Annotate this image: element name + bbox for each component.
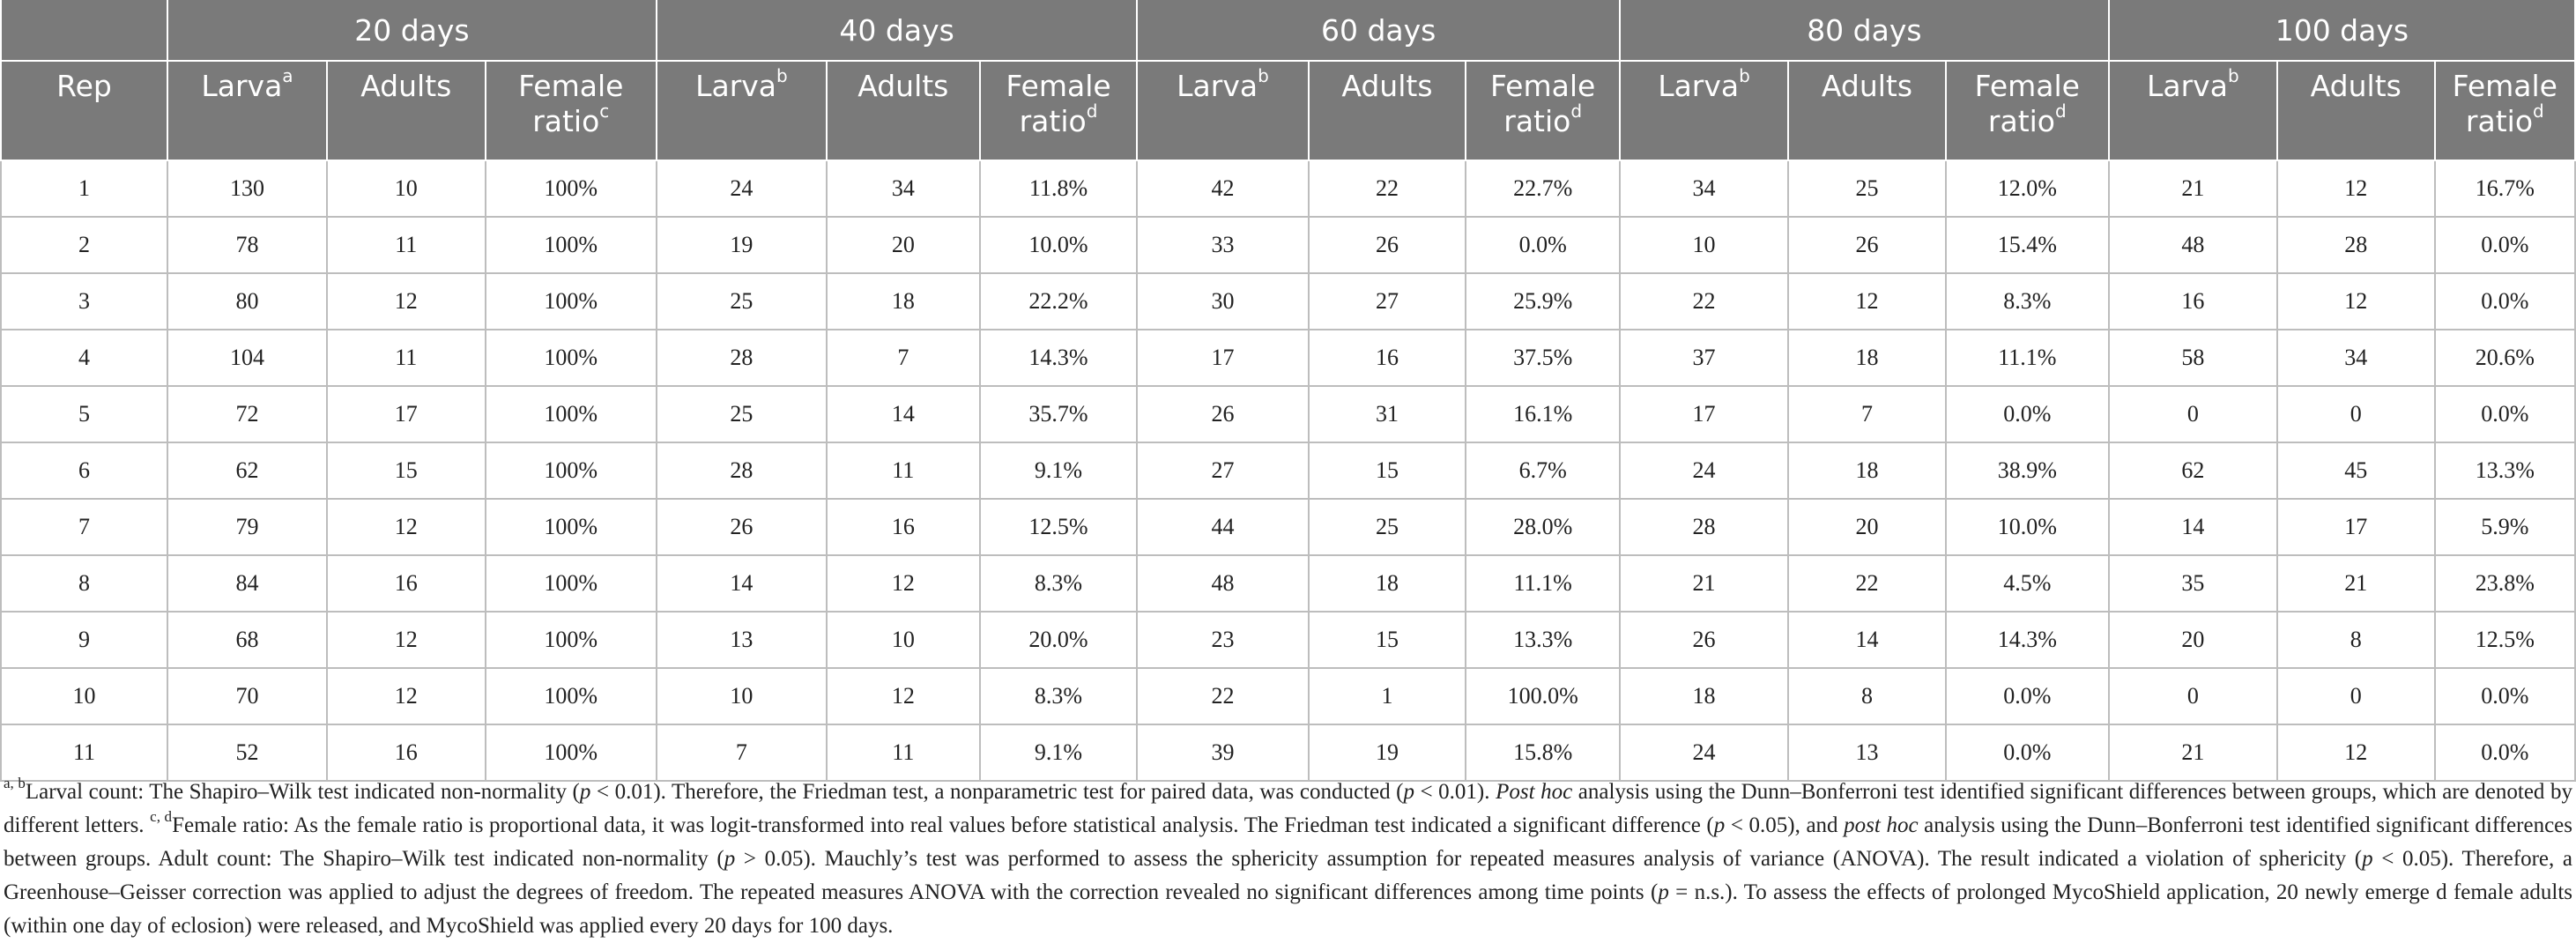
table-cell: 100%	[486, 386, 657, 442]
table-cell: 27	[1309, 273, 1466, 330]
table-cell: 78	[167, 217, 327, 273]
table-cell: 20.0%	[980, 612, 1138, 668]
table-cell: 25	[657, 273, 827, 330]
table-cell: 70	[167, 668, 327, 724]
rep-cell: 9	[1, 612, 167, 668]
table-cell: 16.7%	[2435, 160, 2575, 217]
rep-cell: 6	[1, 442, 167, 499]
table-cell: 16	[327, 724, 486, 781]
table-row	[1, 555, 2575, 612]
rep-cell: 7	[1, 499, 167, 555]
header-adults-20: Adults	[327, 61, 486, 160]
rep-cell: 8	[1, 555, 167, 612]
header-ratio-label: ratio	[2465, 104, 2534, 138]
table-cell: 15	[1309, 612, 1466, 668]
table-cell: 18	[1620, 668, 1788, 724]
header-ratio-label: ratio	[1987, 104, 2055, 138]
table-cell: 100%	[486, 555, 657, 612]
header-adults-40: Adults	[827, 61, 980, 160]
table-cell: 0.0%	[2435, 273, 2575, 330]
table-cell: 26	[1309, 217, 1466, 273]
table-cell: 12	[327, 668, 486, 724]
footnote-post-hoc-2: post hoc	[1844, 813, 1919, 837]
table-cell: 10	[1620, 217, 1788, 273]
table-cell: 39	[1137, 724, 1308, 781]
table-cell: 100%	[486, 668, 657, 724]
table-footnote	[4, 776, 2572, 943]
table-cell: 100%	[486, 217, 657, 273]
table-row	[1, 273, 2575, 330]
table-cell: 20	[2109, 612, 2277, 668]
header-female-sup: d	[1570, 100, 1583, 122]
table-cell: 18	[1788, 330, 1946, 386]
footnote-female-6: = n.s.). To assess the effects of prolonged MycoShield application, 20 newly emerge d female adults (within one day of eclosion) were released, and MycoShield was applied every 20 days for 100 days.	[4, 880, 2572, 938]
header-larva-60	[1137, 61, 1308, 160]
footnote-female-2: < 0.05), and	[1725, 813, 1845, 837]
table-cell: 16	[827, 499, 980, 555]
table-cell: 100%	[486, 330, 657, 386]
table-cell: 22	[1788, 555, 1946, 612]
table-cell: 9.1%	[980, 442, 1138, 499]
table-cell: 62	[2109, 442, 2277, 499]
table-cell: 13	[657, 612, 827, 668]
header-larva-sup: b	[1739, 65, 1750, 86]
header-adults-80: Adults	[1788, 61, 1946, 160]
rep-cell: 1	[1, 160, 167, 217]
table-cell: 5.9%	[2435, 499, 2575, 555]
table-row	[1, 330, 2575, 386]
table-cell: 58	[2109, 330, 2277, 386]
table-cell: 28	[1620, 499, 1788, 555]
footnote-larval-1: Larval count: The Shapiro–Wilk test indicated non-normality (	[25, 780, 580, 804]
header-larva-100	[2109, 61, 2277, 160]
table-cell: 13.3%	[1466, 612, 1620, 668]
table-cell: 7	[1788, 386, 1946, 442]
table-cell: 25	[1788, 160, 1946, 217]
header-group-80: 80 days	[1620, 0, 2109, 61]
header-female-sup: d	[1086, 100, 1098, 122]
table-cell: 26	[1620, 612, 1788, 668]
table-cell: 9.1%	[980, 724, 1138, 781]
table-cell: 28	[657, 330, 827, 386]
header-female-sup: c	[599, 100, 610, 122]
table-row	[1, 386, 2575, 442]
table-cell: 0	[2277, 668, 2435, 724]
table-cell: 15.8%	[1466, 724, 1620, 781]
table-cell: 11.1%	[1466, 555, 1620, 612]
table-cell: 7	[657, 724, 827, 781]
table-cell: 1	[1309, 668, 1466, 724]
table-row	[1, 668, 2575, 724]
table-cell: 12	[327, 499, 486, 555]
table-cell: 38.9%	[1946, 442, 2109, 499]
table-row	[1, 499, 2575, 555]
table-cell: 25	[657, 386, 827, 442]
header-column-row	[1, 61, 2575, 160]
table-cell: 100.0%	[1466, 668, 1620, 724]
table-cell: 16	[327, 555, 486, 612]
header-larva-sup: b	[2227, 65, 2239, 86]
table-cell: 12	[327, 612, 486, 668]
table-cell: 19	[1309, 724, 1466, 781]
table-cell: 21	[2109, 160, 2277, 217]
table-cell: 21	[2109, 724, 2277, 781]
table-cell: 10	[327, 160, 486, 217]
header-female-sup: d	[2055, 100, 2067, 122]
table-cell: 26	[1788, 217, 1946, 273]
table-cell: 0.0%	[1946, 386, 2109, 442]
header-larva-sup: b	[776, 65, 788, 86]
table-row	[1, 612, 2575, 668]
table-cell: 22	[1137, 668, 1308, 724]
table-cell: 35	[2109, 555, 2277, 612]
table-cell: 22	[1309, 160, 1466, 217]
table-cell: 0.0%	[1466, 217, 1620, 273]
table-cell: 24	[1620, 442, 1788, 499]
header-larva-label: Larva	[695, 69, 777, 103]
table-cell: 22	[1620, 273, 1788, 330]
header-larva-sup: b	[1258, 65, 1269, 86]
table-cell: 16	[1309, 330, 1466, 386]
header-larva-label: Larva	[1177, 69, 1258, 103]
table-cell: 12	[827, 668, 980, 724]
table-cell: 26	[657, 499, 827, 555]
table-cell: 79	[167, 499, 327, 555]
header-female-ratio-80	[1946, 61, 2109, 160]
table-cell: 0.0%	[1946, 724, 2109, 781]
table-cell: 0	[2109, 668, 2277, 724]
footnote-post-hoc-1: Post hoc	[1496, 780, 1573, 804]
rep-cell: 3	[1, 273, 167, 330]
table-cell: 13	[1788, 724, 1946, 781]
header-female-label: Female	[1489, 69, 1596, 103]
table-cell: 25.9%	[1466, 273, 1620, 330]
table-cell: 17	[327, 386, 486, 442]
header-female-label: Female	[518, 69, 624, 103]
rep-cell: 11	[1, 724, 167, 781]
table-cell: 34	[1620, 160, 1788, 217]
table-cell: 37.5%	[1466, 330, 1620, 386]
header-group-60: 60 days	[1137, 0, 1620, 61]
footnote-larval-4: analysis using the Dunn–Bonferroni test identified significant differences between groups, which are denoted by different letters.	[4, 780, 2572, 837]
table-cell: 100%	[486, 273, 657, 330]
table-cell: 45	[2277, 442, 2435, 499]
table-cell: 11	[827, 442, 980, 499]
table-cell: 6.7%	[1466, 442, 1620, 499]
table-cell: 0.0%	[2435, 217, 2575, 273]
header-larva-label: Larva	[2147, 69, 2228, 103]
table-cell: 16	[2109, 273, 2277, 330]
table-cell: 24	[1620, 724, 1788, 781]
table-cell: 12	[2277, 273, 2435, 330]
table-cell: 25	[1309, 499, 1466, 555]
table-cell: 0	[2109, 386, 2277, 442]
table-cell: 11	[827, 724, 980, 781]
table-cell: 35.7%	[980, 386, 1138, 442]
table-cell: 8	[1788, 668, 1946, 724]
table-cell: 15	[327, 442, 486, 499]
table-cell: 12	[827, 555, 980, 612]
table-cell: 48	[2109, 217, 2277, 273]
rep-cell: 10	[1, 668, 167, 724]
table-cell: 100%	[486, 442, 657, 499]
table-cell: 8.3%	[980, 668, 1138, 724]
table-cell: 22.7%	[1466, 160, 1620, 217]
header-larva-20	[167, 61, 327, 160]
table-row	[1, 442, 2575, 499]
table-cell: 44	[1137, 499, 1308, 555]
table-cell: 12	[327, 273, 486, 330]
table-cell: 20.6%	[2435, 330, 2575, 386]
header-larva-sup: a	[282, 65, 293, 86]
footnote-p-1: p	[579, 780, 591, 804]
header-female-sup: d	[2533, 100, 2544, 122]
footnote-p-5: p	[2362, 847, 2373, 871]
table-cell: 42	[1137, 160, 1308, 217]
header-female-ratio-60	[1466, 61, 1620, 160]
table-cell: 27	[1137, 442, 1308, 499]
footnote-female-3: analysis using the Dunn–Bonferroni test identified significant differences between groups. Adult count: The Shapiro–Wilk test indicated non-normality (	[4, 813, 2572, 871]
table-cell: 12.0%	[1946, 160, 2109, 217]
table-cell: 4.5%	[1946, 555, 2109, 612]
table-cell: 12	[1788, 273, 1946, 330]
table-cell: 84	[167, 555, 327, 612]
table-cell: 10.0%	[980, 217, 1138, 273]
table-cell: 10	[827, 612, 980, 668]
header-female-ratio-40	[980, 61, 1138, 160]
table-cell: 7	[827, 330, 980, 386]
table-cell: 62	[167, 442, 327, 499]
table-cell: 130	[167, 160, 327, 217]
table-cell: 8	[2277, 612, 2435, 668]
table-cell: 14	[657, 555, 827, 612]
table-cell: 100%	[486, 160, 657, 217]
table-cell: 80	[167, 273, 327, 330]
table-cell: 8.3%	[980, 555, 1138, 612]
table-cell: 13.3%	[2435, 442, 2575, 499]
table-cell: 48	[1137, 555, 1308, 612]
table-cell: 37	[1620, 330, 1788, 386]
header-female-label: Female	[1974, 69, 2080, 103]
table-cell: 34	[2277, 330, 2435, 386]
header-empty-cell	[1, 0, 167, 61]
table-cell: 28.0%	[1466, 499, 1620, 555]
table-cell: 11.1%	[1946, 330, 2109, 386]
header-ratio-label: ratio	[532, 104, 600, 138]
footnote-female-5: < 0.05). Therefore, a Greenhouse–Geisser correction was applied to adjust the degrees of freedom. The repeated measures ANOVA with the correction revealed no significant differences among time points (	[4, 847, 2572, 904]
header-adults-60: Adults	[1309, 61, 1466, 160]
footnote-sup-ab: a, b	[4, 774, 26, 791]
table-cell: 14.3%	[980, 330, 1138, 386]
header-group-40: 40 days	[657, 0, 1138, 61]
table-cell: 68	[167, 612, 327, 668]
table-cell: 11	[327, 330, 486, 386]
table-body	[1, 160, 2575, 781]
table-cell: 10	[657, 668, 827, 724]
table-cell: 8.3%	[1946, 273, 2109, 330]
footnote-p-4: p	[724, 847, 736, 871]
table-cell: 11	[327, 217, 486, 273]
footnote-p-6: p	[1658, 880, 1669, 904]
table-cell: 14.3%	[1946, 612, 2109, 668]
table-cell: 0.0%	[2435, 386, 2575, 442]
table-cell: 21	[2277, 555, 2435, 612]
table-cell: 14	[1788, 612, 1946, 668]
table-cell: 33	[1137, 217, 1308, 273]
header-female-label: Female	[2452, 69, 2557, 103]
table-cell: 100%	[486, 612, 657, 668]
table-cell: 17	[1137, 330, 1308, 386]
table-cell: 72	[167, 386, 327, 442]
rep-cell: 5	[1, 386, 167, 442]
header-group-row	[1, 0, 2575, 61]
header-larva-80	[1620, 61, 1788, 160]
table-cell: 20	[1788, 499, 1946, 555]
table-cell: 12	[2277, 160, 2435, 217]
table-cell: 0.0%	[2435, 668, 2575, 724]
table-cell: 100%	[486, 724, 657, 781]
header-ratio-label: ratio	[1019, 104, 1087, 138]
footnote-p-2: p	[1403, 780, 1414, 804]
table-cell: 17	[1620, 386, 1788, 442]
table-cell: 19	[657, 217, 827, 273]
table-cell: 31	[1309, 386, 1466, 442]
table-row	[1, 217, 2575, 273]
table-cell: 34	[827, 160, 980, 217]
table-cell: 28	[2277, 217, 2435, 273]
table-cell: 0.0%	[2435, 724, 2575, 781]
header-female-ratio-100	[2435, 61, 2575, 160]
table-cell: 12	[2277, 724, 2435, 781]
header-adults-100: Adults	[2277, 61, 2435, 160]
header-larva-label: Larva	[1658, 69, 1740, 103]
table-cell: 11.8%	[980, 160, 1138, 217]
table-cell: 21	[1620, 555, 1788, 612]
table-cell: 52	[167, 724, 327, 781]
table-cell: 0.0%	[1946, 668, 2109, 724]
table-cell: 16.1%	[1466, 386, 1620, 442]
rep-cell: 4	[1, 330, 167, 386]
footnote-female-4: > 0.05). Mauchly’s test was performed to assess the sphericity assumption for repeated measures analysis of variance (ANOVA). The result indicated a violation of sphericity (	[735, 847, 2363, 871]
footnote-p-3: p	[1713, 813, 1726, 837]
table-cell: 28	[657, 442, 827, 499]
footnote-sup-cd: c, d	[150, 807, 173, 825]
table-cell: 22.2%	[980, 273, 1138, 330]
table-cell: 23	[1137, 612, 1308, 668]
table-cell: 18	[1788, 442, 1946, 499]
table-row	[1, 160, 2575, 217]
header-group-20: 20 days	[167, 0, 657, 61]
header-group-100: 100 days	[2109, 0, 2575, 61]
header-ratio-label: ratio	[1503, 104, 1571, 138]
header-larva-label: Larva	[201, 69, 283, 103]
table-cell: 12.5%	[980, 499, 1138, 555]
header-larva-40	[657, 61, 827, 160]
table-header	[1, 0, 2575, 160]
table-cell: 14	[827, 386, 980, 442]
table-cell: 10.0%	[1946, 499, 2109, 555]
table-cell: 18	[827, 273, 980, 330]
table-cell: 20	[827, 217, 980, 273]
table-cell: 24	[657, 160, 827, 217]
table-cell: 14	[2109, 499, 2277, 555]
table-cell: 30	[1137, 273, 1308, 330]
rep-cell: 2	[1, 217, 167, 273]
table-cell: 15.4%	[1946, 217, 2109, 273]
table-cell: 23.8%	[2435, 555, 2575, 612]
footnote-larval-3: < 0.01).	[1414, 780, 1496, 804]
table-cell: 18	[1309, 555, 1466, 612]
table-cell: 0	[2277, 386, 2435, 442]
footnote-larval-2: < 0.01). Therefore, the Friedman test, a nonparametric test for paired data, was conducted (	[590, 780, 1404, 804]
header-female-label: Female	[1006, 69, 1111, 103]
table-cell: 104	[167, 330, 327, 386]
table-cell: 100%	[486, 499, 657, 555]
table-cell: 17	[2277, 499, 2435, 555]
footnote-female-1: Female ratio: As the female ratio is proportional data, it was logit-transformed into real values before statistical analysis. The Friedman test indicated a significant difference (	[172, 813, 1714, 837]
table-row	[1, 724, 2575, 781]
table-cell: 26	[1137, 386, 1308, 442]
table-cell: 15	[1309, 442, 1466, 499]
header-rep: Rep	[1, 61, 167, 160]
header-female-ratio-20	[486, 61, 657, 160]
table-cell: 12.5%	[2435, 612, 2575, 668]
